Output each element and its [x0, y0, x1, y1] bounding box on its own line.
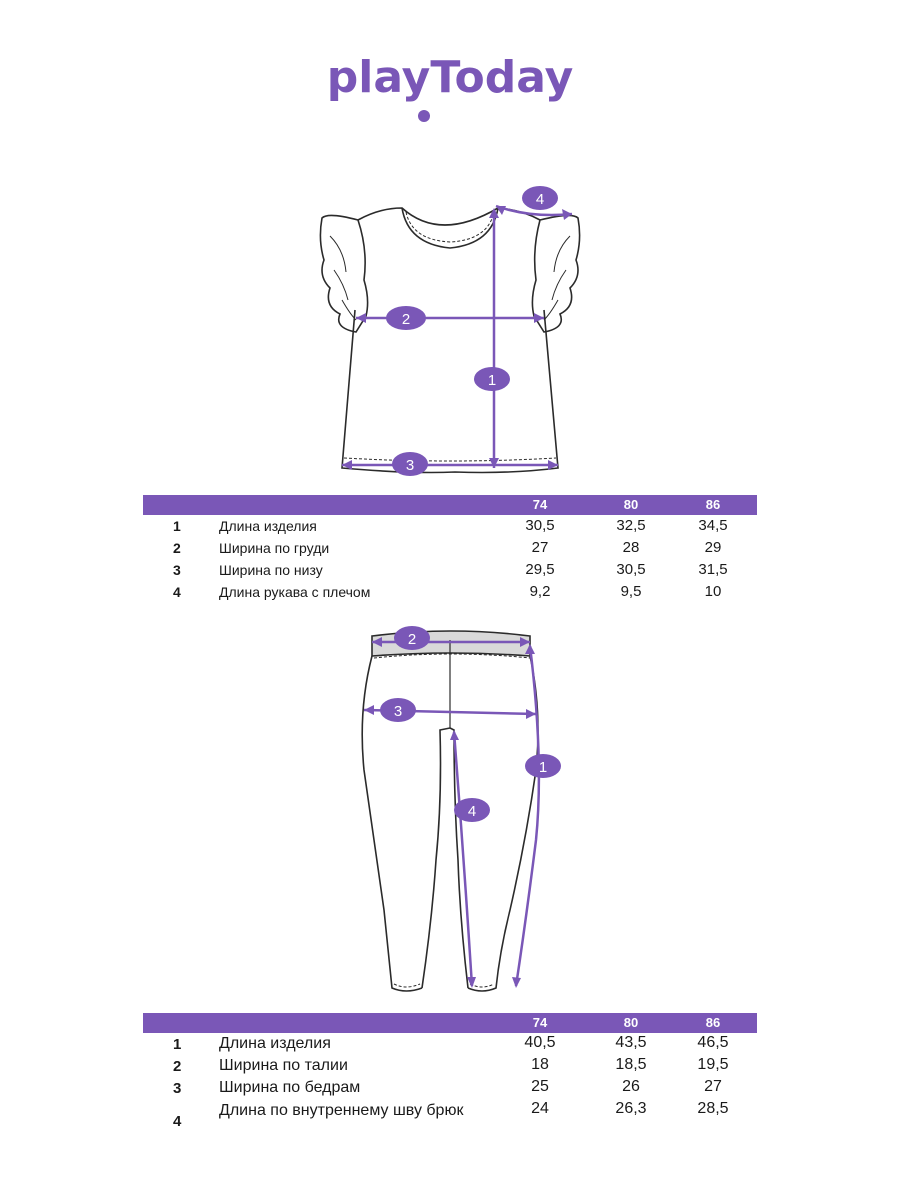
logo-text: playToday — [326, 52, 574, 103]
row-label: Ширина по бедрам — [219, 1079, 361, 1096]
table-row — [143, 1077, 757, 1099]
tshirt-marker-3 — [392, 452, 428, 476]
leggings-size-table — [143, 1013, 757, 1147]
value-74: 27 — [531, 539, 549, 556]
tshirt-marker-4 — [522, 186, 558, 210]
size-80: 80 — [623, 497, 639, 512]
table-row — [143, 581, 757, 603]
row-label: Ширина по талии — [219, 1057, 348, 1074]
value-74: 30,5 — [525, 517, 555, 534]
value-86: 19,5 — [697, 1056, 729, 1073]
table-row — [143, 559, 757, 581]
row-number: 3 — [173, 1080, 182, 1097]
row-number: 2 — [173, 540, 181, 556]
svg-text:2: 2 — [407, 631, 417, 648]
leggings-marker-3 — [380, 698, 416, 722]
value-74: 24 — [531, 1100, 549, 1117]
size-74: 74 — [532, 497, 548, 512]
svg-text:4: 4 — [467, 803, 477, 820]
tshirt-size-table — [143, 495, 757, 603]
value-80: 28 — [622, 539, 640, 556]
value-80: 32,5 — [616, 517, 646, 534]
leggings-marker-2 — [394, 626, 430, 650]
row-label: Ширина по груди — [219, 540, 330, 556]
tshirt-marker-1 — [474, 367, 510, 391]
svg-text:2: 2 — [401, 311, 411, 328]
value-80: 30,5 — [616, 561, 646, 578]
size-header — [143, 1013, 757, 1033]
svg-text:3: 3 — [405, 457, 415, 474]
size-header — [143, 495, 757, 515]
leggings-marker-4 — [454, 798, 490, 822]
size-74: 74 — [532, 1015, 548, 1030]
tshirt-marker-2 — [386, 306, 426, 330]
row-number: 4 — [173, 584, 181, 600]
row-number: 1 — [173, 518, 181, 534]
svg-text:1: 1 — [538, 759, 548, 776]
svg-text:1: 1 — [487, 372, 497, 389]
row-number: 3 — [173, 562, 181, 578]
table-row — [143, 1099, 757, 1147]
value-80: 26 — [622, 1078, 640, 1095]
leggings-illustration — [340, 620, 580, 1000]
row-label: Длина изделия — [219, 518, 317, 534]
value-86: 10 — [704, 583, 722, 600]
value-86: 28,5 — [697, 1100, 729, 1117]
value-80: 43,5 — [615, 1034, 647, 1051]
value-74: 40,5 — [524, 1034, 556, 1051]
table-row — [143, 515, 757, 537]
value-74: 25 — [531, 1078, 549, 1095]
value-86: 46,5 — [697, 1034, 729, 1051]
size-80: 80 — [623, 1015, 639, 1030]
svg-text:3: 3 — [393, 703, 403, 720]
value-86: 27 — [704, 1078, 722, 1095]
value-86: 31,5 — [698, 561, 728, 578]
value-74: 9,2 — [529, 583, 551, 600]
brand-logo — [0, 48, 900, 128]
row-label: Ширина по низу — [219, 562, 323, 578]
value-80: 9,5 — [620, 583, 642, 600]
tshirt-illustration — [300, 180, 600, 480]
value-80: 18,5 — [615, 1056, 647, 1073]
leggings-marker-1 — [525, 754, 561, 778]
row-number: 4 — [173, 1113, 182, 1130]
value-80: 26,3 — [615, 1100, 647, 1117]
table-row — [143, 537, 757, 559]
value-74: 18 — [531, 1056, 549, 1073]
size-86: 86 — [705, 497, 721, 512]
row-number: 2 — [173, 1058, 182, 1075]
row-label: Длина изделия — [219, 1035, 331, 1052]
svg-text:4: 4 — [535, 191, 545, 208]
value-86: 34,5 — [698, 517, 728, 534]
row-number: 1 — [173, 1036, 182, 1053]
table-row — [143, 1033, 757, 1055]
value-74: 29,5 — [525, 561, 555, 578]
row-label: Длина рукава с плечом — [219, 584, 371, 600]
table-row — [143, 1055, 757, 1077]
value-86: 29 — [704, 539, 722, 556]
size-86: 86 — [705, 1015, 721, 1030]
logo-dot-icon — [418, 110, 430, 122]
row-label: Длина по внутреннему шву брюк — [219, 1102, 464, 1119]
